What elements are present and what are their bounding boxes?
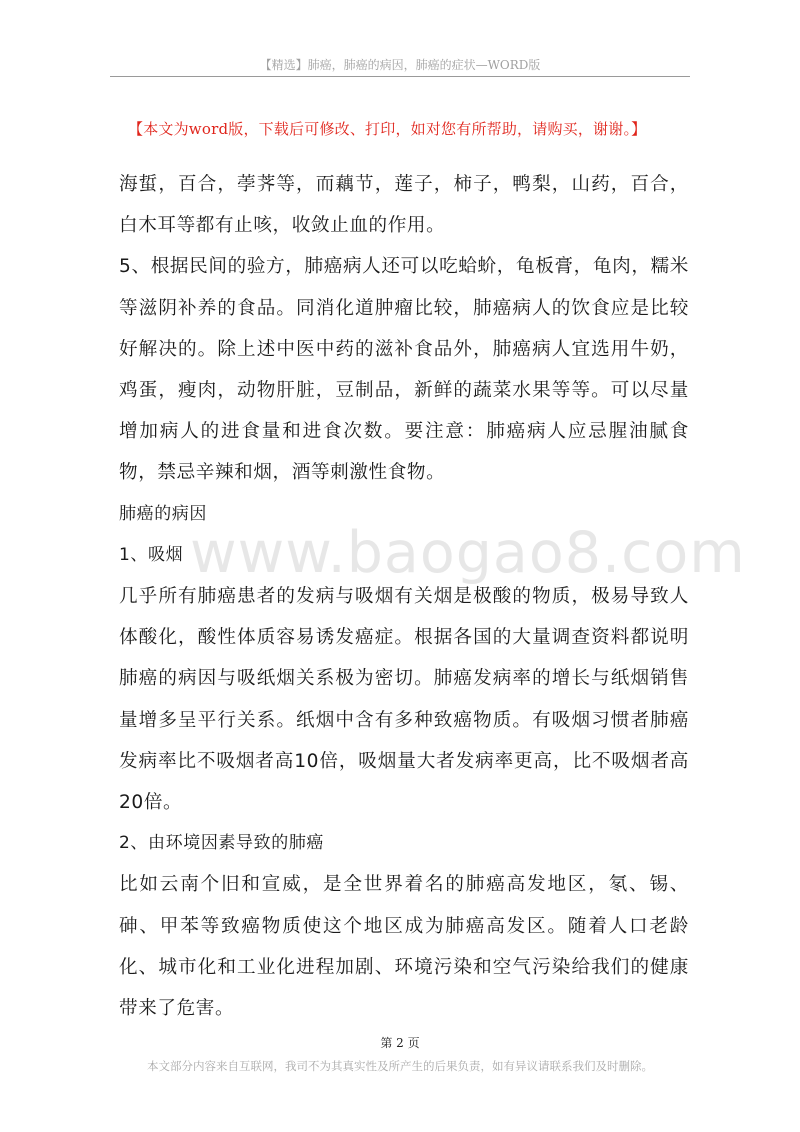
page-header: [110, 0, 690, 77]
footer-disclaimer: 本文部分内容来自互联网，我司不为其真实性及所产生的后果负责，如有异议请联系我们及时删除。: [147, 1059, 653, 1073]
section-heading-causes: 肺癌的病因: [119, 503, 207, 524]
paragraph-herbs: 海蜇，百合，荸荠等，而藕节，莲子，柿子，鸭梨，山药，百合，白木耳等都有止咳，收敛止血的作用。: [119, 174, 689, 237]
page-number: 第 2 页: [380, 1036, 420, 1050]
watermark: www.baogao8.com: [190, 520, 746, 586]
download-notice: 【本文为word版，下载后可修改、打印，如对您有所帮助，请购买，谢谢。】: [128, 120, 647, 138]
subheading-smoking: 1、吸烟: [119, 544, 184, 565]
paragraph-environment: 比如云南个旧和宣威，是全世界着名的肺癌高发地区，氡、锡、砷、甲苯等致癌物质使这个地区成为肺癌高发区。随着人口老龄化、城市化和工业化进程加剧、环境污染和空气污染给我们的健康带来了危害。: [119, 874, 689, 1020]
paragraph-smoking: 几乎所有肺癌患者的发病与吸烟有关烟是极酸的物质，极易导致人体酸化，酸性体质容易诱发癌症。根据各国的大量调查资料都说明肺癌的病因与吸纸烟关系极为密切。肺癌发病率的增长与纸烟销售量增多呈平行关系。纸烟中含有多种致癌物质。有吸烟习惯者肺癌发病率比不吸烟者高10倍，吸烟量大者发病率更高，比不吸烟者高20倍。: [119, 586, 689, 814]
subheading-environment: 2、由环境因素导致的肺癌: [119, 833, 325, 854]
paragraph-folk-remedies: 5、根据民间的验方，肺癌病人还可以吃蛤蚧，龟板膏，龟肉，糯米等滋阴补养的食品。同消化道肿瘤比较，肺癌病人的饮食应是比较好解决的。除上述中医中药的滋补食品外，肺癌病人宜选用牛奶，鸡蛋，瘦肉，动物肝脏，豆制品，新鲜的蔬菜水果等等。可以尽量增加病人的进食量和进食次数。要注意：肺癌病人应忌腥油腻食物，禁忌辛辣和烟，酒等刺激性食物。: [119, 256, 689, 484]
header-title: 【精选】肺癌，肺癌的病因，肺癌的症状—WORD版: [259, 58, 541, 72]
document-body: [119, 164, 689, 1029]
